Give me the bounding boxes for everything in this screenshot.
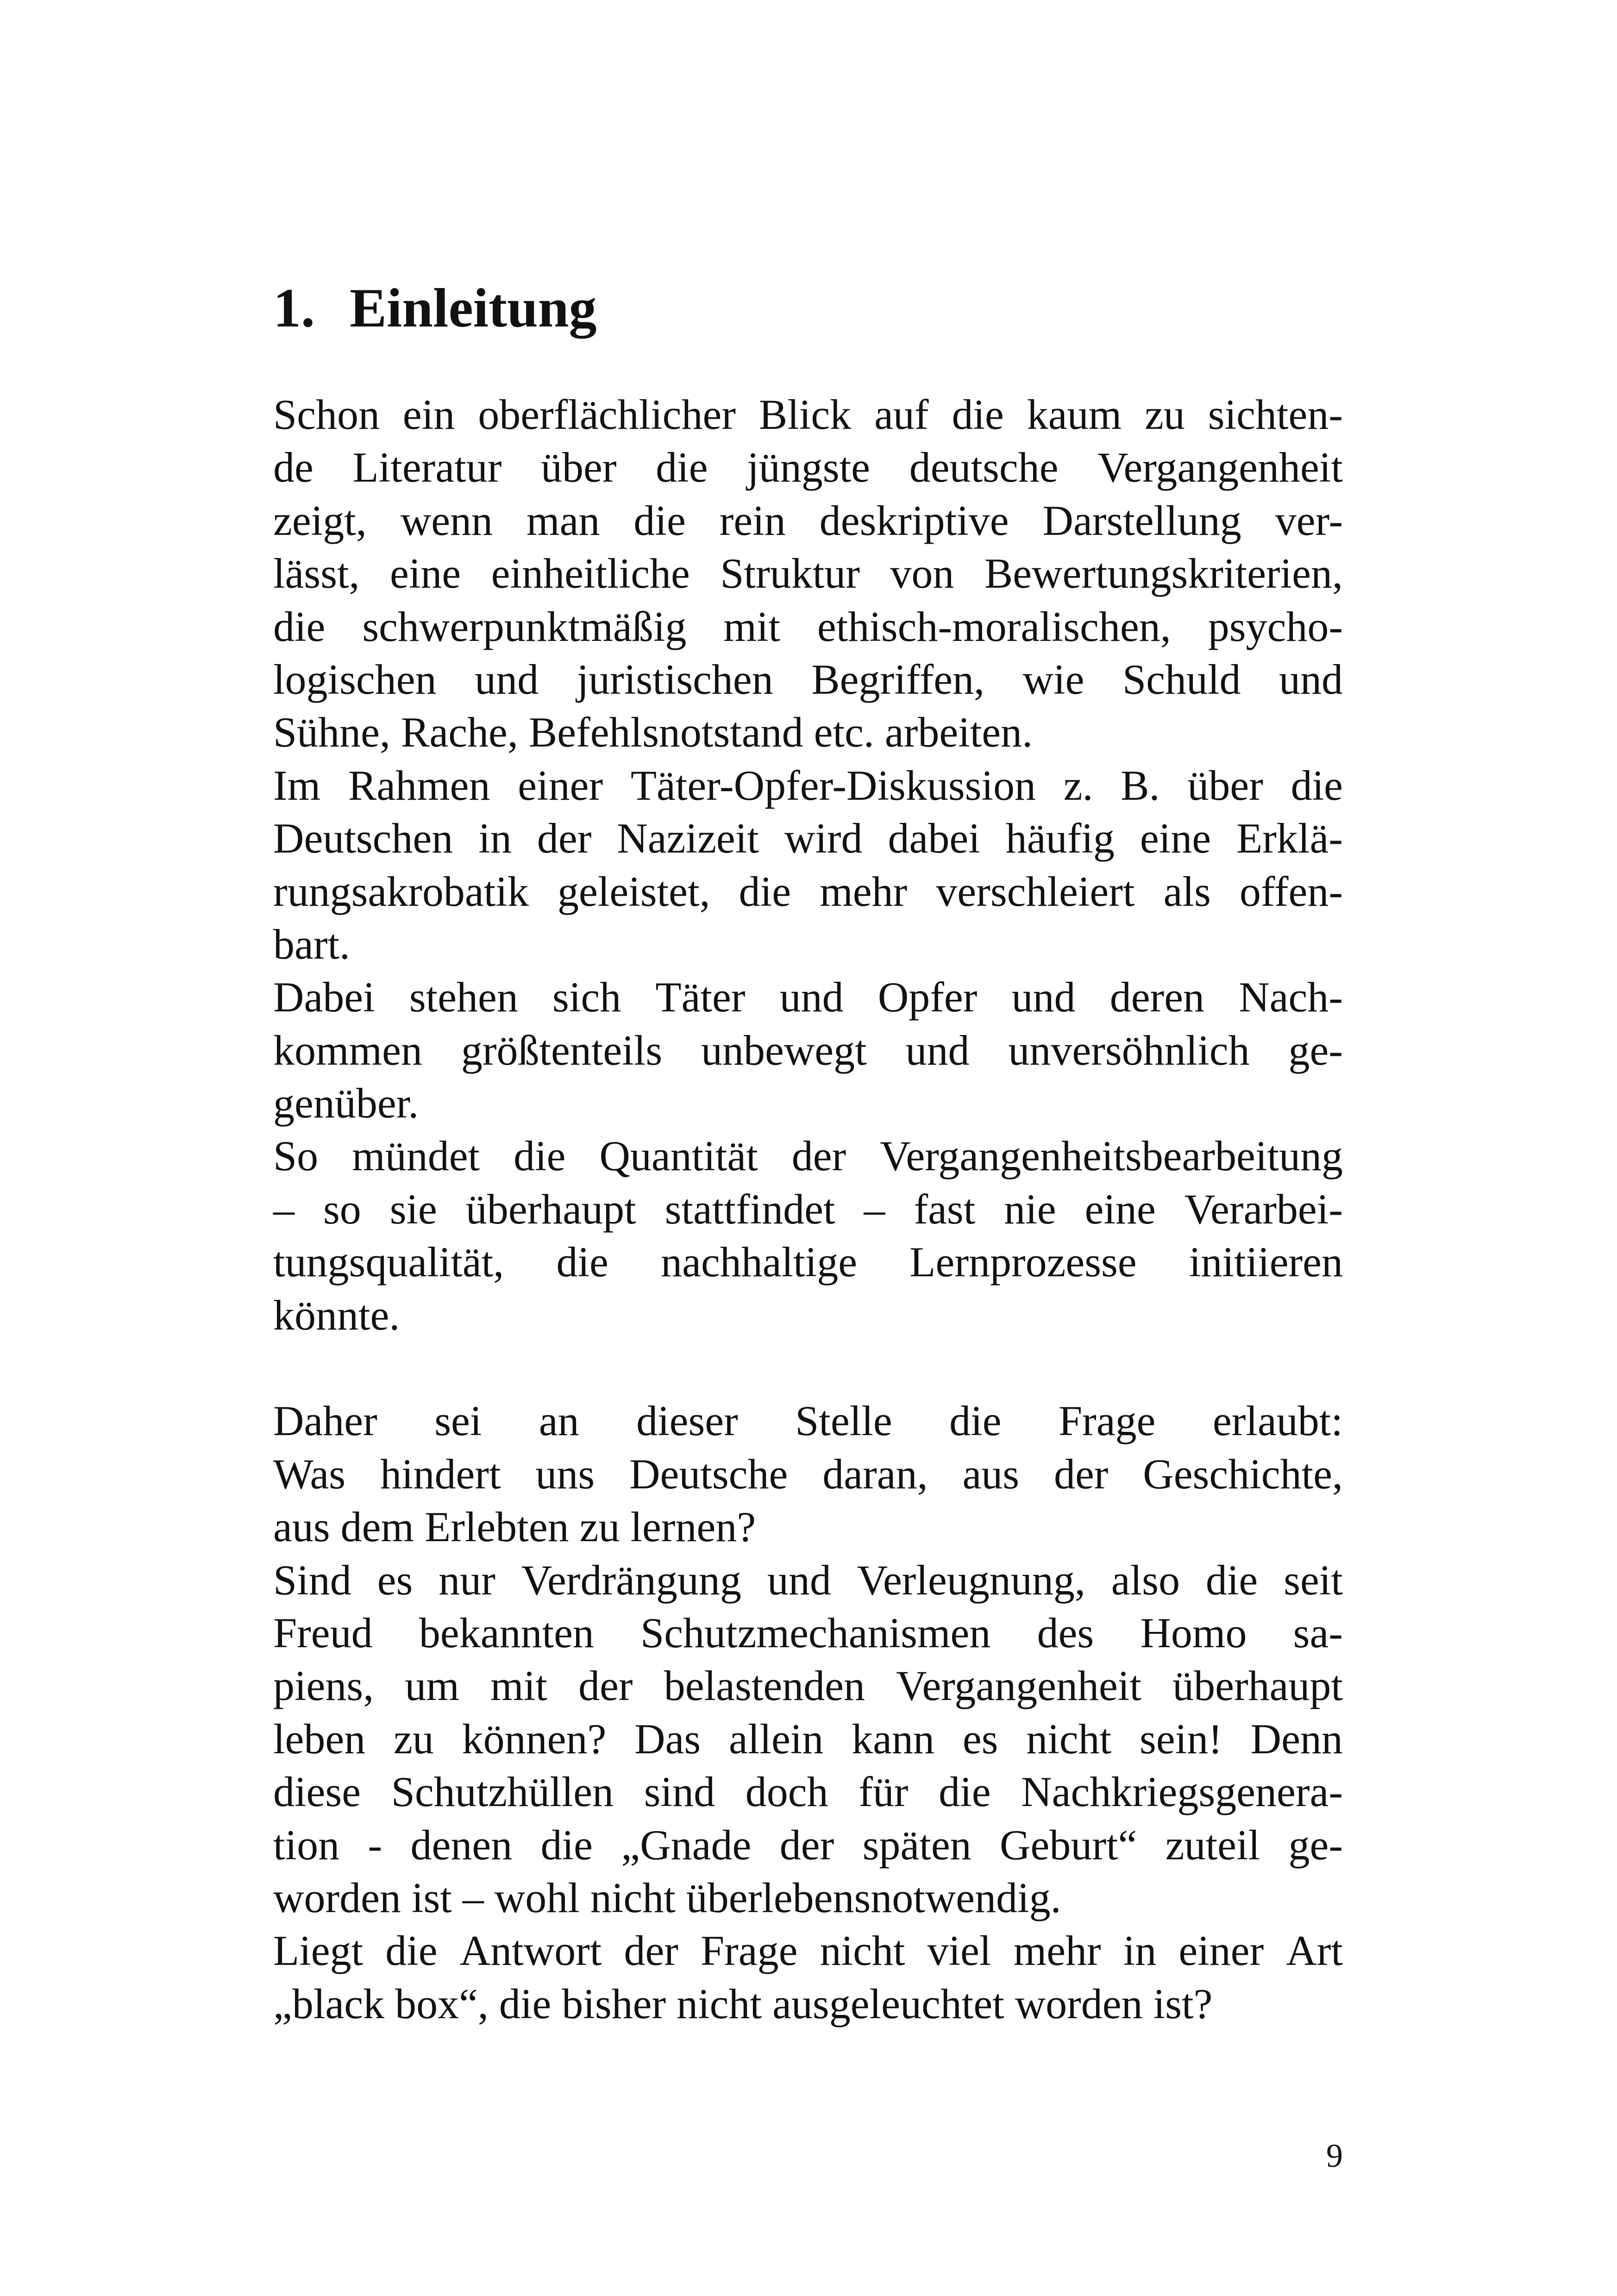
paragraph xyxy=(273,759,1343,971)
text-line: Sühne, Rache, Befehlsnotstand etc. arbeiten. xyxy=(273,709,1033,756)
text-line: genüber. xyxy=(273,1079,419,1127)
text-line: Deutschen in der Nazizeit wird dabei häufig eine Erklä- xyxy=(273,815,1343,862)
text-line: So mündet die Quantität der Vergangenheitsbearbeitung xyxy=(273,1132,1343,1180)
text-line: „black box“, die bisher nicht ausgeleuchtet worden ist? xyxy=(273,1980,1213,2027)
paragraph xyxy=(273,1924,1343,2030)
paragraph xyxy=(273,971,1343,1129)
text-line: diese Schutzhüllen sind doch für die Nachkriegsgenera- xyxy=(273,1768,1343,1816)
text-line: aus dem Erlebten zu lernen? xyxy=(273,1503,756,1551)
text-line: rungsakrobatik geleistet, die mehr verschleiert als offen- xyxy=(273,867,1343,915)
page-number: 9 xyxy=(1326,2137,1343,2174)
text-line: Liegt die Antwort der Frage nicht viel mehr in einer Art xyxy=(273,1927,1343,1975)
paragraph xyxy=(273,1554,1343,1925)
paragraph-spacer xyxy=(273,1342,1343,1394)
text-line: Sind es nur Verdrängung und Verleugnung, also die seit xyxy=(273,1556,1343,1604)
text-line: de Literatur über die jüngste deutsche Vergangenheit xyxy=(273,444,1343,491)
text-line: logischen und juristischen Begriffen, wie Schuld und xyxy=(273,655,1343,703)
text-line: die schwerpunktmäßig mit ethisch-moralischen, psycho- xyxy=(273,602,1343,650)
text-line: kommen größtenteils unbewegt und unversöhnlich ge- xyxy=(273,1026,1343,1074)
paragraph xyxy=(273,1394,1343,1553)
paragraph xyxy=(273,388,1343,759)
text-line: Schon ein oberflächlicher Blick auf die kaum zu sichten- xyxy=(273,391,1343,438)
text-line: Was hindert uns Deutsche daran, aus der Geschichte, xyxy=(273,1450,1343,1498)
chapter-number: 1. xyxy=(273,277,315,339)
text-line: tungsqualität, die nachhaltige Lernprozesse initiieren xyxy=(273,1238,1343,1286)
text-line: zeigt, wenn man die rein deskriptive Darstellung ver- xyxy=(273,496,1343,544)
chapter-title: Einleitung xyxy=(350,277,597,339)
text-line: Daher sei an dieser Stelle die Frage erlaubt: xyxy=(273,1397,1343,1445)
text-line: leben zu können? Das allein kann es nicht sein! Denn xyxy=(273,1715,1343,1763)
text-line: tion - denen die „Gnade der späten Geburt“ zuteil ge- xyxy=(273,1821,1343,1869)
text-line: worden ist – wohl nicht überlebensnotwendig. xyxy=(273,1874,1061,1921)
text-line: Im Rahmen einer Täter-Opfer-Diskussion z. B. über die xyxy=(273,761,1343,809)
text-line: piens, um mit der belastenden Vergangenheit überhaupt xyxy=(273,1662,1343,1710)
body-text xyxy=(273,388,1343,2030)
paragraph xyxy=(273,1129,1343,1342)
text-line: Freud bekannten Schutzmechanismen des Homo sa- xyxy=(273,1609,1343,1656)
text-line: Dabei stehen sich Täter und Opfer und deren Nach- xyxy=(273,973,1343,1021)
text-line: lässt, eine einheitliche Struktur von Bewertungskriterien, xyxy=(273,550,1343,597)
text-line: bart. xyxy=(273,920,351,968)
chapter-heading xyxy=(273,273,597,343)
text-line: – so sie überhaupt stattfindet – fast nie eine Verarbei- xyxy=(273,1185,1343,1233)
text-line: könnte. xyxy=(273,1291,400,1339)
